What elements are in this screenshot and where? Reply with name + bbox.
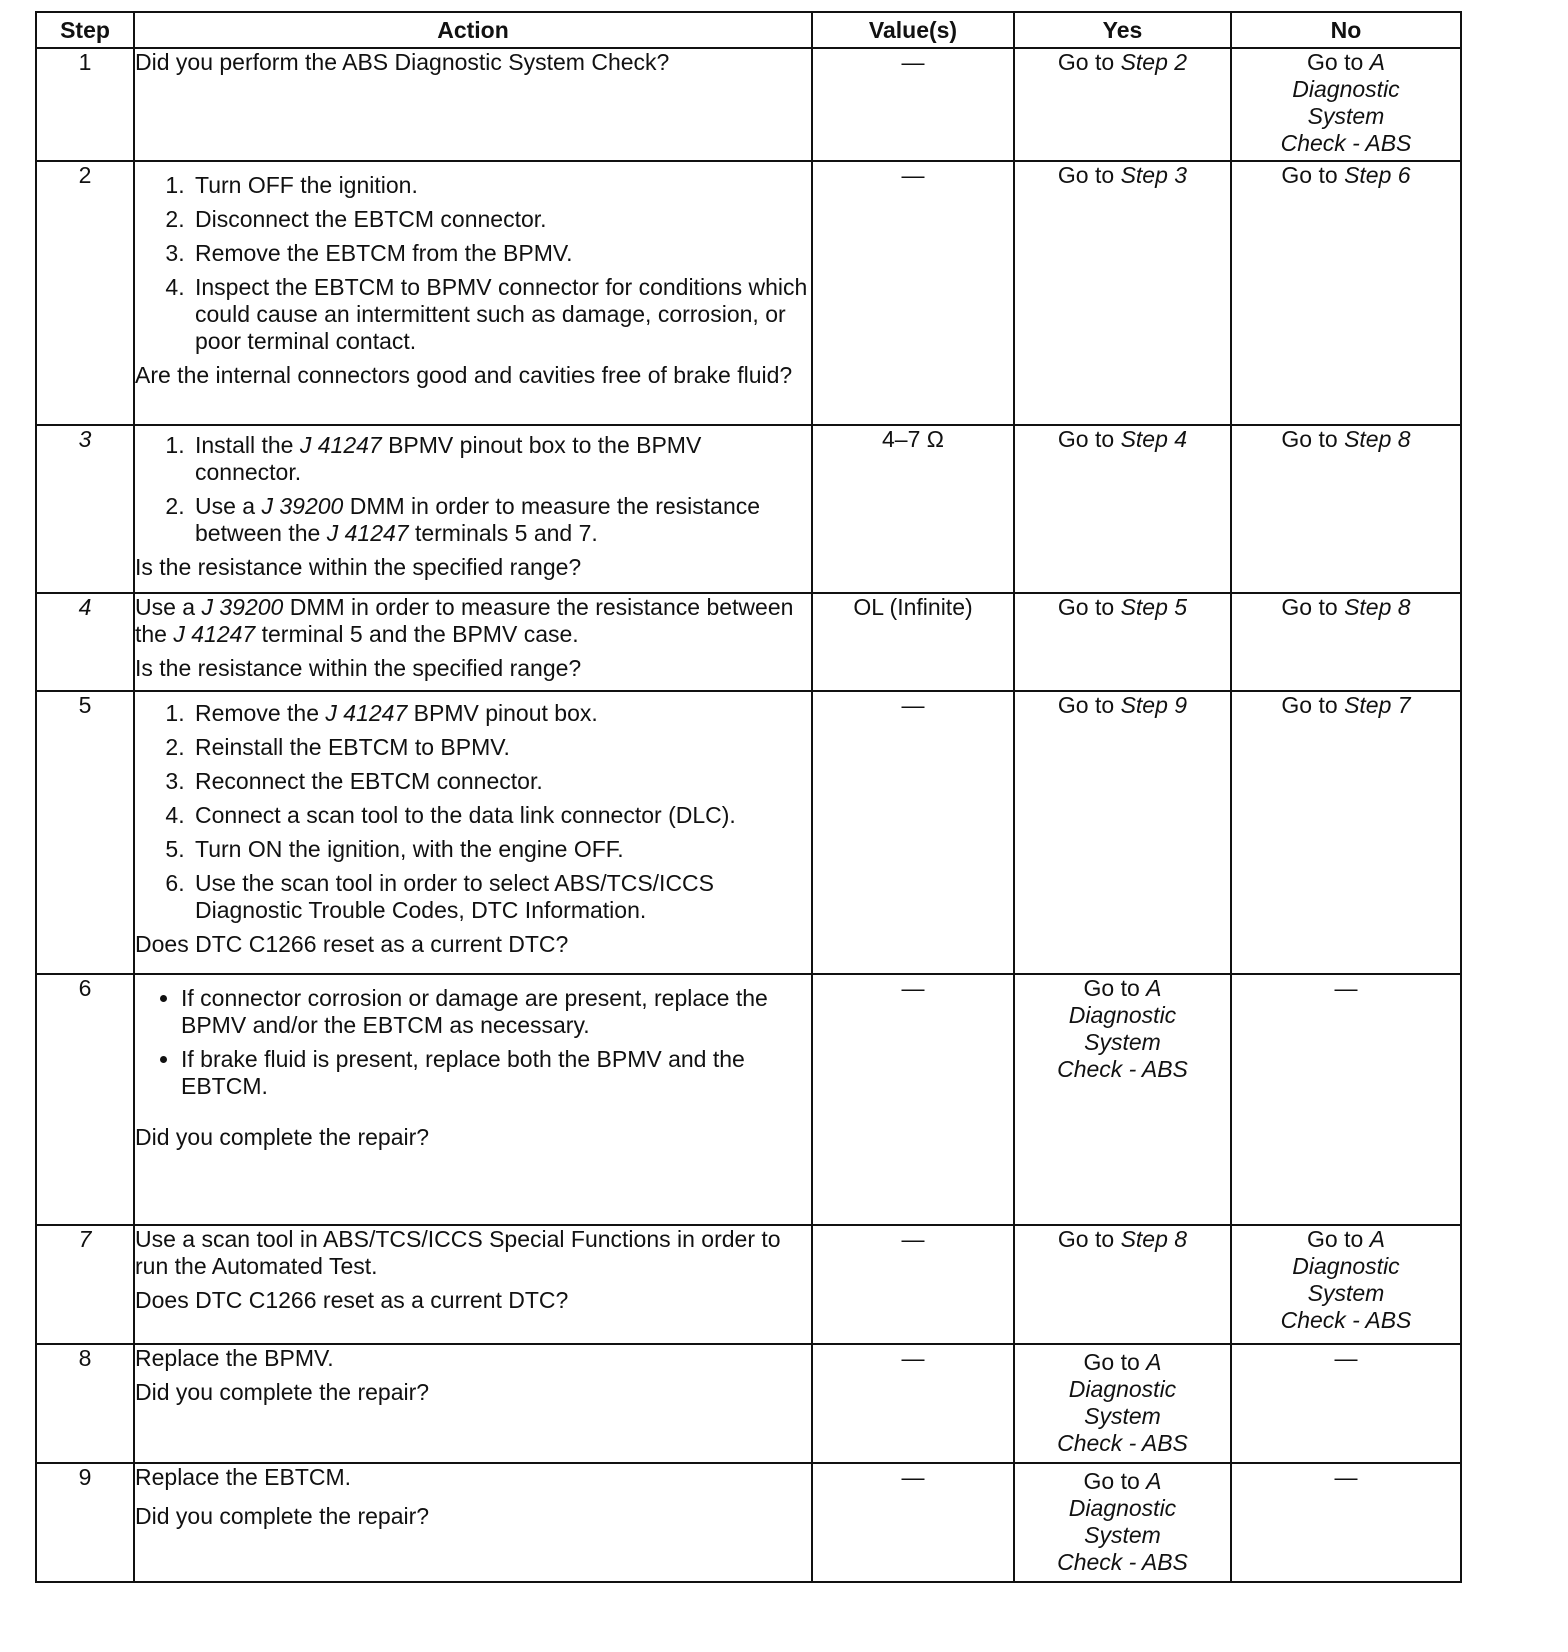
list-item: 1. Remove the J 41247 BPMV pinout box. bbox=[191, 700, 811, 727]
value-cell: OL (Infinite) bbox=[812, 593, 1014, 691]
yes-cell bbox=[1014, 48, 1231, 161]
question: Is the resistance within the specified range? bbox=[135, 655, 582, 681]
header-no: No bbox=[1231, 12, 1461, 48]
action-cell bbox=[134, 691, 812, 974]
list-item: 4. Inspect the EBTCM to BPMV connector for conditions which could cause an intermittent such as damage, corrosion, or poor terminal contact. bbox=[191, 274, 811, 355]
instruction: Use a scan tool in ABS/TCS/ICCS Special Functions in order to run the Automated Test. bbox=[135, 1226, 781, 1279]
step-link: Step 8 bbox=[1120, 1226, 1188, 1252]
value-cell: — bbox=[812, 1225, 1014, 1344]
header-action: Action bbox=[134, 12, 812, 48]
go-to: Go to bbox=[1083, 975, 1140, 1001]
list-item: 2. Disconnect the EBTCM connector. bbox=[191, 206, 811, 233]
procedure-link: Diagnostic bbox=[1292, 76, 1400, 102]
table-row bbox=[36, 1225, 1461, 1344]
instruction: Replace the BPMV. bbox=[135, 1345, 334, 1371]
tool-number: J 39200 bbox=[261, 493, 344, 519]
step-link: Step 5 bbox=[1120, 594, 1188, 620]
procedure-link: Check - ABS bbox=[1057, 1056, 1188, 1082]
procedure-link: Diagnostic bbox=[1068, 1002, 1177, 1028]
action-cell bbox=[134, 593, 812, 691]
list-item: 2. Reinstall the EBTCM to BPMV. bbox=[191, 734, 811, 761]
table-row bbox=[36, 974, 1461, 1225]
question: Are the internal connectors good and cavities free of brake fluid? bbox=[135, 362, 793, 388]
value-cell: — bbox=[812, 1344, 1014, 1463]
go-to: Go to bbox=[1057, 1226, 1115, 1252]
procedure-link: Diagnostic bbox=[1068, 1376, 1177, 1402]
go-to: Go to bbox=[1083, 1349, 1140, 1375]
header-step: Step bbox=[36, 12, 134, 48]
no-cell bbox=[1231, 48, 1461, 161]
table-row bbox=[36, 425, 1461, 593]
list-item: 3. Remove the EBTCM from the BPMV. bbox=[191, 240, 811, 267]
bullet-list bbox=[135, 985, 811, 1100]
instruction: Use a J 39200 DMM in order to measure the resistance between the J 41247 terminal 5 and the BPMV case. bbox=[135, 594, 794, 647]
table-row bbox=[36, 691, 1461, 974]
procedure-link: System bbox=[1084, 1522, 1161, 1548]
header-values: Value(s) bbox=[812, 12, 1014, 48]
step-link: Step 6 bbox=[1344, 162, 1411, 188]
list-item: • If connector corrosion or damage are present, replace the BPMV and/or the EBTCM as necessary. bbox=[181, 985, 811, 1039]
no-cell bbox=[1231, 593, 1461, 691]
go-to: Go to bbox=[1307, 49, 1364, 75]
list-item: 3. Reconnect the EBTCM connector. bbox=[191, 768, 811, 795]
procedure-link-a: A bbox=[1369, 1226, 1385, 1252]
diagnostic-table bbox=[35, 11, 1462, 1583]
go-to: Go to bbox=[1281, 692, 1338, 718]
go-to: Go to bbox=[1057, 162, 1115, 188]
list-item: 1. Turn OFF the ignition. bbox=[191, 172, 811, 199]
no-cell: — bbox=[1231, 1463, 1461, 1582]
tool-number: J 41247 bbox=[173, 621, 256, 647]
yes-cell bbox=[1014, 1344, 1231, 1463]
list-item: • If brake fluid is present, replace both the BPMV and the EBTCM. bbox=[181, 1046, 811, 1100]
step-link: Step 4 bbox=[1120, 426, 1188, 452]
step-number: 5 bbox=[36, 691, 134, 974]
value-cell: — bbox=[812, 691, 1014, 974]
step-link: Step 9 bbox=[1120, 692, 1188, 718]
go-to: Go to bbox=[1083, 1468, 1140, 1494]
yes-cell bbox=[1014, 593, 1231, 691]
table-row bbox=[36, 48, 1461, 161]
step-link: Step 2 bbox=[1120, 49, 1188, 75]
procedure-link: Diagnostic bbox=[1292, 1253, 1400, 1279]
header-row bbox=[36, 12, 1461, 48]
procedure-link: Check - ABS bbox=[1280, 130, 1412, 156]
step-link: Step 7 bbox=[1344, 692, 1411, 718]
go-to: Go to bbox=[1307, 1226, 1364, 1252]
step-link: Step 3 bbox=[1120, 162, 1188, 188]
yes-cell bbox=[1014, 1463, 1231, 1582]
question: Does DTC C1266 reset as a current DTC? bbox=[135, 931, 569, 957]
step-number: 2 bbox=[36, 161, 134, 425]
go-to: Go to bbox=[1057, 49, 1115, 75]
go-to: Go to bbox=[1057, 692, 1115, 718]
action-cell bbox=[134, 425, 812, 593]
question: Did you complete the repair? bbox=[135, 1124, 430, 1150]
step-number: 7 bbox=[36, 1225, 134, 1344]
step-number: 1 bbox=[36, 48, 134, 161]
go-to: Go to bbox=[1057, 594, 1115, 620]
yes-cell bbox=[1014, 161, 1231, 425]
tool-number: J 41247 bbox=[326, 520, 409, 546]
step-list bbox=[135, 700, 811, 924]
step-link: Step 8 bbox=[1344, 594, 1411, 620]
table-row bbox=[36, 161, 1461, 425]
procedure-link-a: A bbox=[1146, 1468, 1162, 1494]
tool-number: J 41247 bbox=[325, 700, 408, 726]
instruction: Replace the EBTCM. bbox=[135, 1464, 352, 1490]
step-number: 3 bbox=[36, 425, 134, 593]
yes-cell bbox=[1014, 425, 1231, 593]
action-cell bbox=[134, 974, 812, 1225]
action-cell bbox=[134, 1225, 812, 1344]
list-item: 6. Use the scan tool in order to select ABS/TCS/ICCS Diagnostic Trouble Codes, DTC Information. bbox=[191, 870, 811, 924]
value-cell: — bbox=[812, 1463, 1014, 1582]
action-cell bbox=[134, 1463, 812, 1582]
table-row bbox=[36, 1463, 1461, 1582]
yes-cell bbox=[1014, 1225, 1231, 1344]
go-to: Go to bbox=[1057, 426, 1115, 452]
procedure-link: System bbox=[1084, 1403, 1161, 1429]
list-item: 4. Connect a scan tool to the data link connector (DLC). bbox=[191, 802, 811, 829]
procedure-link: Check - ABS bbox=[1057, 1430, 1188, 1456]
procedure-link: Check - ABS bbox=[1280, 1307, 1412, 1333]
no-cell bbox=[1231, 425, 1461, 593]
question: Did you complete the repair? bbox=[135, 1503, 430, 1529]
list-item: 2. Use a J 39200 DMM in order to measure the resistance between the J 41247 terminals 5 and 7. bbox=[191, 493, 811, 547]
question: Is the resistance within the specified range? bbox=[135, 554, 582, 580]
go-to: Go to bbox=[1281, 426, 1338, 452]
list-item: 5. Turn ON the ignition, with the engine OFF. bbox=[191, 836, 811, 863]
value-cell: 4–7 Ω bbox=[812, 425, 1014, 593]
value-cell: — bbox=[812, 974, 1014, 1225]
list-item: 1. Install the J 41247 BPMV pinout box to the BPMV connector. bbox=[191, 432, 811, 486]
yes-cell bbox=[1014, 691, 1231, 974]
no-cell: — bbox=[1231, 1344, 1461, 1463]
question: Did you perform the ABS Diagnostic System Check? bbox=[135, 49, 670, 75]
value-cell: — bbox=[812, 161, 1014, 425]
go-to: Go to bbox=[1281, 594, 1338, 620]
step-list bbox=[135, 432, 811, 547]
procedure-link: System bbox=[1084, 1029, 1161, 1055]
step-list bbox=[135, 172, 811, 355]
step-number: 4 bbox=[36, 593, 134, 691]
procedure-link-a: A bbox=[1369, 49, 1385, 75]
header-yes: Yes bbox=[1014, 12, 1231, 48]
step-link: Step 8 bbox=[1344, 426, 1411, 452]
no-cell: — bbox=[1231, 974, 1461, 1225]
no-cell bbox=[1231, 161, 1461, 425]
tool-number: J 41247 bbox=[299, 432, 382, 458]
table-row bbox=[36, 593, 1461, 691]
value-cell: — bbox=[812, 48, 1014, 161]
procedure-link: System bbox=[1307, 103, 1385, 129]
procedure-link-a: A bbox=[1146, 1349, 1162, 1375]
action-cell bbox=[134, 1344, 812, 1463]
question: Does DTC C1266 reset as a current DTC? bbox=[135, 1287, 569, 1313]
no-cell bbox=[1231, 691, 1461, 974]
procedure-link: Check - ABS bbox=[1057, 1549, 1188, 1575]
procedure-link: Diagnostic bbox=[1068, 1495, 1177, 1521]
question: Did you complete the repair? bbox=[135, 1379, 430, 1405]
action-cell bbox=[134, 48, 812, 161]
step-number: 6 bbox=[36, 974, 134, 1225]
no-cell bbox=[1231, 1225, 1461, 1344]
procedure-link: System bbox=[1307, 1280, 1385, 1306]
tool-number: J 39200 bbox=[201, 594, 284, 620]
procedure-link-a: A bbox=[1146, 975, 1162, 1001]
go-to: Go to bbox=[1281, 162, 1338, 188]
step-number: 9 bbox=[36, 1463, 134, 1582]
yes-cell bbox=[1014, 974, 1231, 1225]
table-row bbox=[36, 1344, 1461, 1463]
action-cell bbox=[134, 161, 812, 425]
step-number: 8 bbox=[36, 1344, 134, 1463]
